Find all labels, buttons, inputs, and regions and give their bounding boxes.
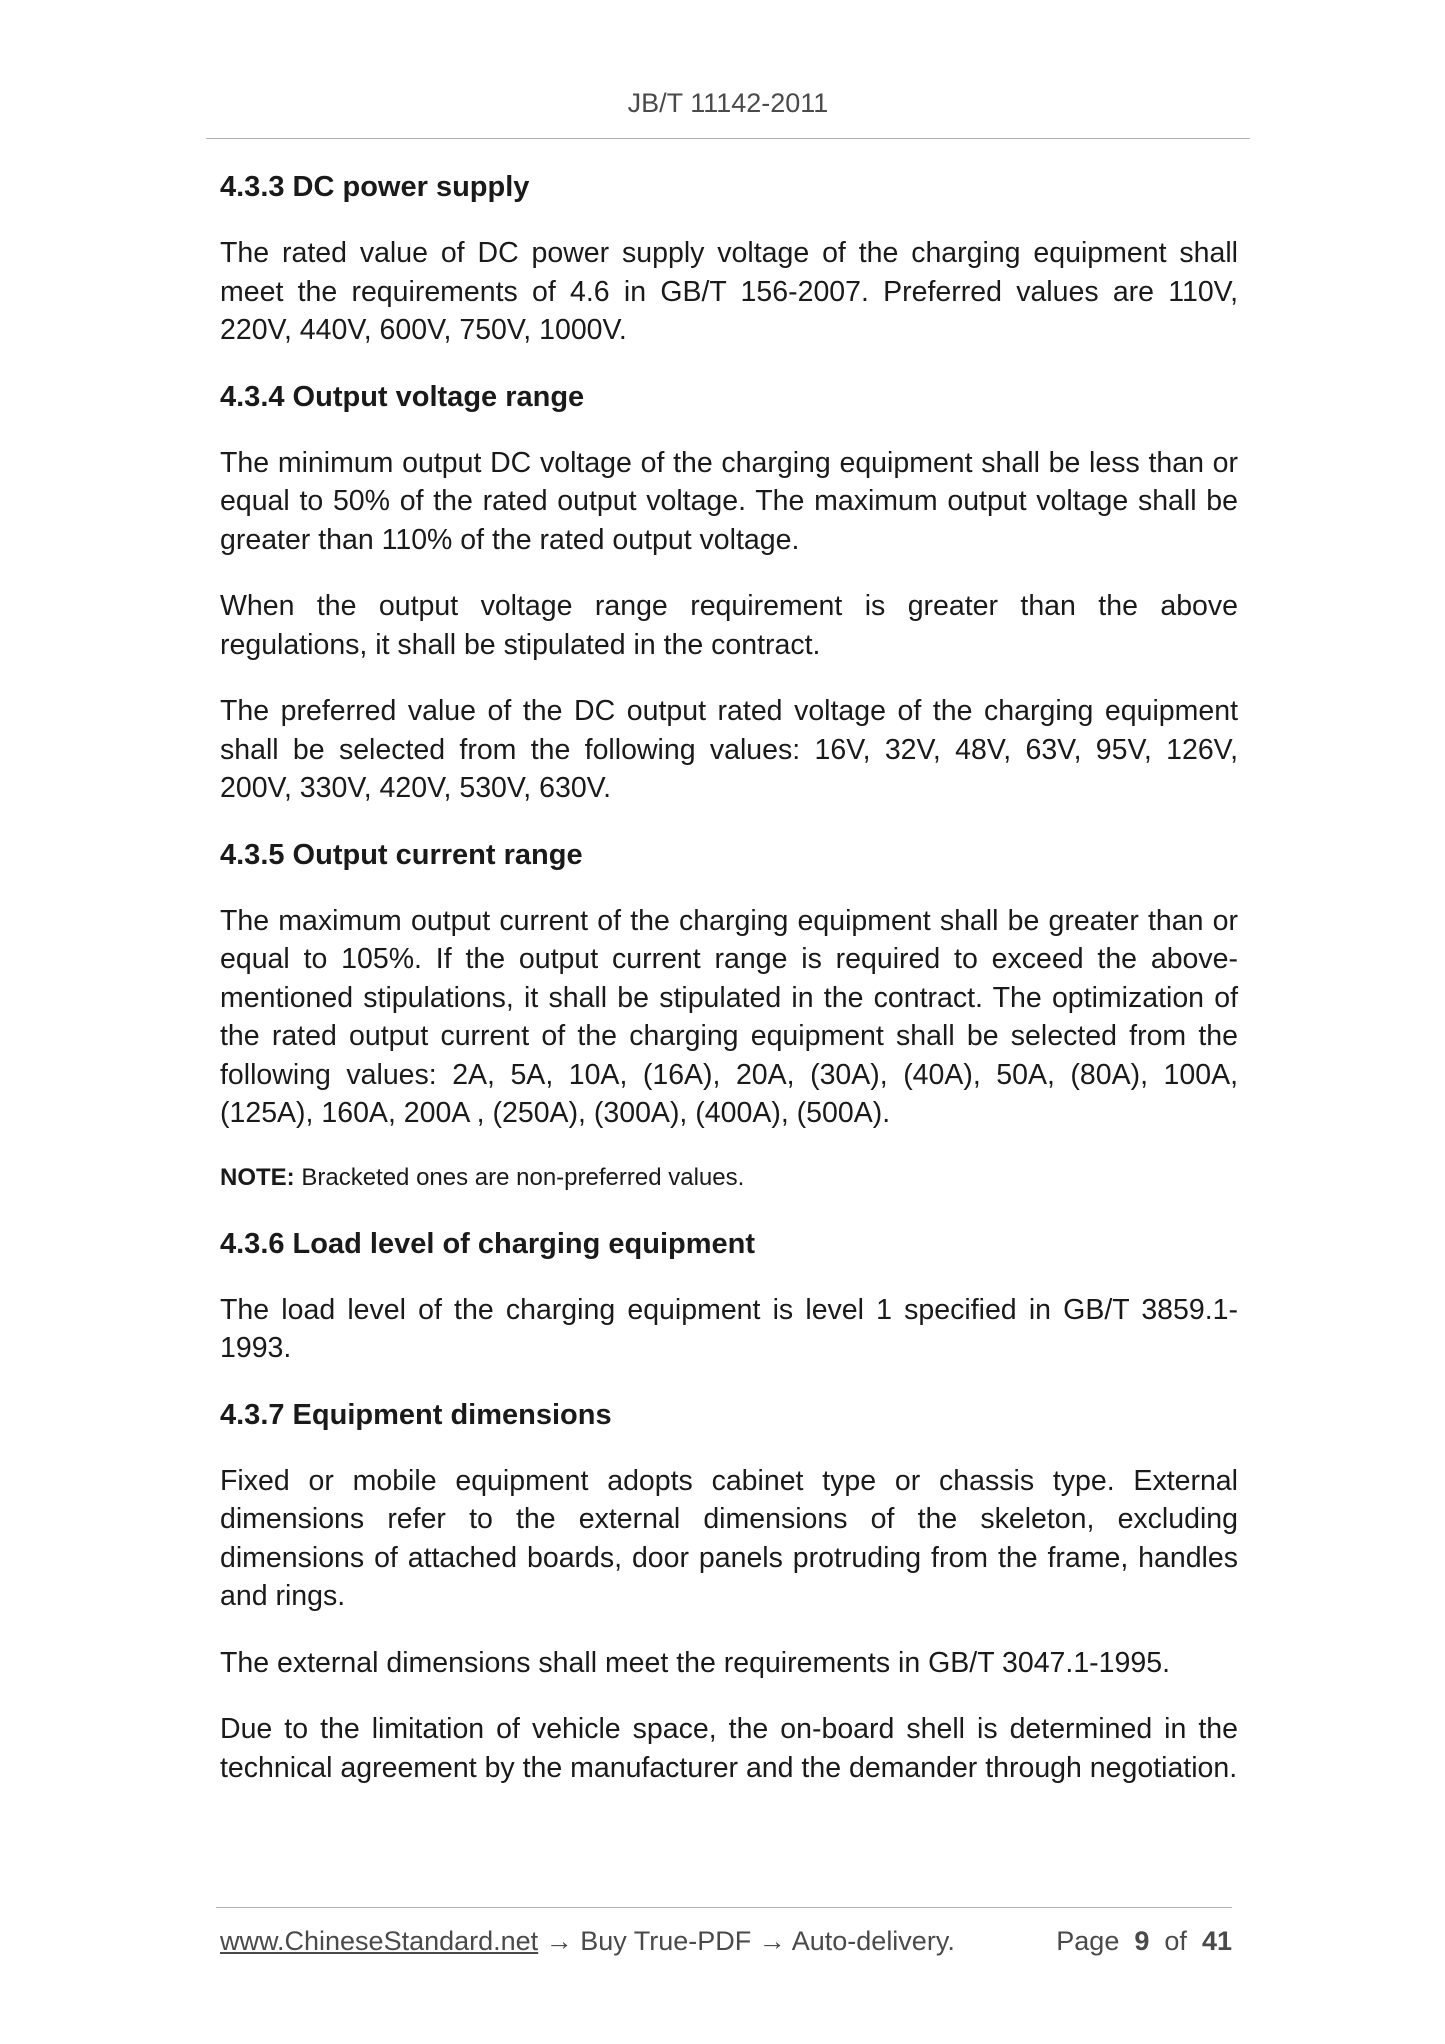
paragraph: The load level of the charging equipment is level 1 specified in GB/T 3859.1-1993. (220, 1293, 1238, 1364)
page-footer (220, 1926, 1232, 1957)
paragraph: The minimum output DC voltage of the charging equipment shall be less than or equal to 50% of the rated output voltage. The maximum output voltage shall be greater than 110% of the rated output voltage. (220, 446, 1238, 556)
footer-promo (220, 1926, 955, 1957)
footer-tagline: → Buy True-PDF → Auto-delivery. (538, 1926, 955, 1956)
page-indicator (1056, 1926, 1232, 1957)
page-label: Page (1056, 1926, 1120, 1956)
note-text: Bracketed ones are non-preferred values. (301, 1163, 745, 1191)
note-label: NOTE: (220, 1163, 295, 1191)
section-heading-load-level: 4.3.6 Load level of charging equipment (220, 1227, 755, 1260)
website-link[interactable]: www.ChineseStandard.net (220, 1926, 539, 1956)
section-heading-dc-power-supply: 4.3.3 DC power supply (220, 171, 530, 203)
paragraph: The preferred value of the DC output rated voltage of the charging equipment shall be selected from the following values: 16V, 32V, 48V, 63V, 95V, 126V, 200V, 330V, 420V, 530V, 630V. (220, 695, 1238, 804)
paragraph: Fixed or mobile equipment adopts cabinet type or chassis type. External dimensions refer to the external dimensions of the skeleton, excluding dimensions of attached boards, door panels protruding from the frame, handles and rings. (220, 1464, 1238, 1612)
page-number: 9 (1134, 1926, 1150, 1956)
note (220, 1161, 1238, 1195)
section-heading-output-voltage-range: 4.3.4 Output voltage range (220, 380, 585, 413)
page-body (220, 168, 1238, 1815)
paragraph: The rated value of DC power supply voltage of the charging equipment shall meet the requirements of 4.6 in GB/T 156-2007. Preferred values are 110V, 220V, 440V, 600V, 750V, 1000V. (220, 237, 1238, 346)
paragraph: The maximum output current of the charging equipment shall be greater than or equal to 105%. If the output current range is required to exceed the above-mentioned stipulations, it shall be stipulated in the contract. The optimization of the rated output current of the charging equipment shall be selected from the following values: 2A, 5A, 10A, (16A), 20A, (30A), (40A), 50A, (80A), 100A, (125A), 160A, 200A , (250A), (300A), (400A), (500A). (220, 904, 1238, 1129)
paragraph: The external dimensions shall meet the requirements in GB/T 3047.1-1995. (220, 1646, 1170, 1679)
of-label: of (1164, 1926, 1187, 1956)
paragraph: When the output voltage range requirement is greater than the above regulations, it shall be stipulated in the contract. (220, 590, 1238, 661)
total-pages: 41 (1201, 1926, 1232, 1956)
section-heading-equipment-dimensions: 4.3.7 Equipment dimensions (220, 1398, 612, 1431)
document-header: JB/T 11142-2011 (627, 88, 829, 118)
header-divider (206, 138, 1250, 139)
footer-divider (216, 1907, 1232, 1908)
section-heading-output-current-range: 4.3.5 Output current range (220, 838, 583, 871)
paragraph: Due to the limitation of vehicle space, the on-board shell is determined in the technical agreement by the manufacturer and the demander through negotiation. (220, 1713, 1238, 1784)
